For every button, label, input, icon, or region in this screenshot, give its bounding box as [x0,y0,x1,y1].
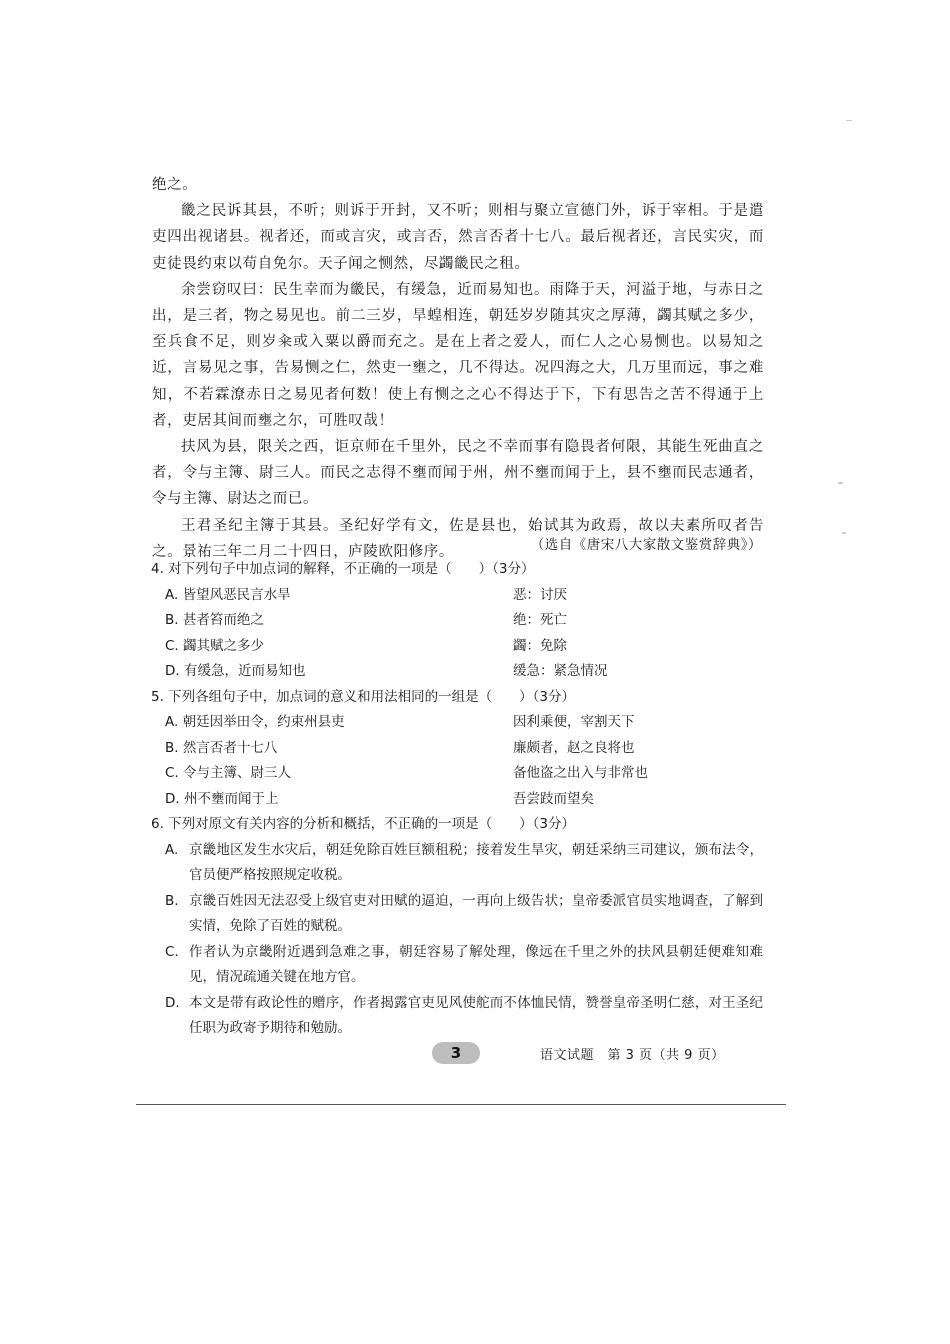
option-item [151,940,763,991]
option-row [151,761,763,787]
option-explanation: 缓急：紧急情况 [513,663,608,679]
page-number-badge: 3 [432,1042,480,1064]
option-row [151,736,763,762]
question-4 [151,557,763,685]
page-footer [0,1040,950,1070]
option-comparison: 吾尝跂而望矣 [513,790,594,807]
question-stem: 5. 下列各组句子中，加点词的意义和用法相同的一组是（ ）（3分） [151,688,576,705]
passage-source: （选自《唐宋八大家散文鉴赏辞典》） [530,537,762,553]
question-list [151,557,763,1042]
option-text: 京畿百姓因无法忍受上级官吏对田赋的逼迫，一再向上级告状；皇帝委派官员实地调查，了解到实情，免除了百姓的赋税。 [189,892,763,934]
scan-speck [842,532,846,534]
option-explanation: 蠲：免除 [513,637,567,654]
question-stem: 6. 下列对原文有关内容的分析和概括，不正确的一项是（ ）（3分） [151,816,576,832]
option-sentence: D. 州不壅而闻于上 [165,790,279,807]
option-row [151,634,763,660]
option-text: 京畿地区发生水灾后，朝廷免除百姓巨额租税；接着发生旱灾，朝廷采纳三司建议，颁布法令，官员便严格按照规定收税。 [189,841,763,883]
option-row [151,659,763,685]
option-letter: B. [165,892,179,909]
option-item [151,838,763,889]
option-comparison: 备他盗之出入与非常也 [513,765,648,781]
option-letter: D. [165,994,180,1011]
option-explanation: 绝：死亡 [513,612,567,628]
option-sentence: C. 令与主簿、尉三人 [165,765,292,781]
option-sentence: B. 然言否者十七八 [165,739,278,756]
option-row [151,608,763,634]
option-sentence: A. 朝廷因举田令，约束州县吏 [165,714,345,730]
scan-speck [838,482,843,484]
passage-paragraph-3: 余尝窃叹曰：民生幸而为畿民，有缓急，近而易知也。雨降于天，河溢于地，与赤日之出，是三者，物之易见也。前二三岁，旱蝗相连，朝廷岁岁随其灾之厚薄，蠲其赋之多少，至兵食不足，则岁籴或入粟以爵而充之。是在上者之爱人，而仁人之心易恻也。以易知之近，言易见之事，告易恻之仁，然吏一壅之，几不得达。况四海之大，几万里而远，事之难知，不若霖潦赤日之易见者何数！使上有恻之之心不得达于下，下有思告之苦不得通于上者，吏居其间而壅之尔，可胜叹哉！ [152,281,764,429]
option-sentence: A. 皆望风恶民言水旱 [165,586,291,603]
option-item [151,991,763,1042]
option-comparison: 廉颇者，赵之良将也 [513,739,635,756]
bottom-divider [136,1104,786,1105]
option-letter: A. [165,841,179,858]
option-text: 本文是带有政论性的赠序，作者揭露官吏见风使舵而不体恤民情，赞誉皇帝圣明仁慈，对王圣纪任职为政寄予期待和勉励。 [189,994,763,1036]
classical-passage [152,172,764,565]
option-row [151,710,763,736]
question-5 [151,685,763,813]
option-text: 作者认为京畿附近遇到急难之事，朝廷容易了解处理，像远在千里之外的扶风县朝廷便难知难见，情况疏通关键在地方官。 [189,943,763,985]
option-letter: C. [165,943,179,960]
passage-paragraph-4: 扶风为县，限关之西，讵京师在千里外，民之不幸而事有隐畏者何限，其能生死曲直之者，令与主簿、尉三人。而民之志得不壅而闻于州，州不壅而闻于上，县不壅而民志通者，令与主簿、尉达之而已。 [152,439,764,508]
option-row [151,787,763,813]
passage-paragraph-1: 绝之。 [152,177,198,193]
scan-speck [846,120,852,121]
option-row [151,583,763,609]
option-sentence: C. 蠲其赋之多少 [165,637,265,654]
option-item [151,889,763,940]
option-sentence: D. 有缓急，近而易知也 [165,663,306,679]
passage-paragraph-5: 王君圣纪主簿于其县。圣纪好学有文，佐是县也，始试其为政焉，故以夫素所叹者告之。景祐三年二月二十四日，庐陵欧阳修序。 [152,517,764,560]
passage-paragraph-2: 畿之民诉其县，不听；则诉于开封，又不听；则相与聚立宣德门外，诉于宰相。于是遣吏四出视诸县。视者还，而或言灾，或言否，然言否者十七八。最后视者还，言民实灾，而吏徒畏约束以苟自免尔。天子闻之恻然，尽蠲畿民之租。 [152,203,764,272]
question-stem: 4. 对下列句子中加点词的解释，不正确的一项是（ ）（3分） [151,561,535,577]
option-explanation: 恶：讨厌 [513,586,567,603]
option-comparison: 因利乘便，宰割天下 [513,714,635,730]
option-sentence: B. 甚者笞而绝之 [165,612,264,628]
page-footer-text: 语文试题 第 3 页（共 9 页） [540,1048,725,1063]
question-6 [151,812,763,1042]
